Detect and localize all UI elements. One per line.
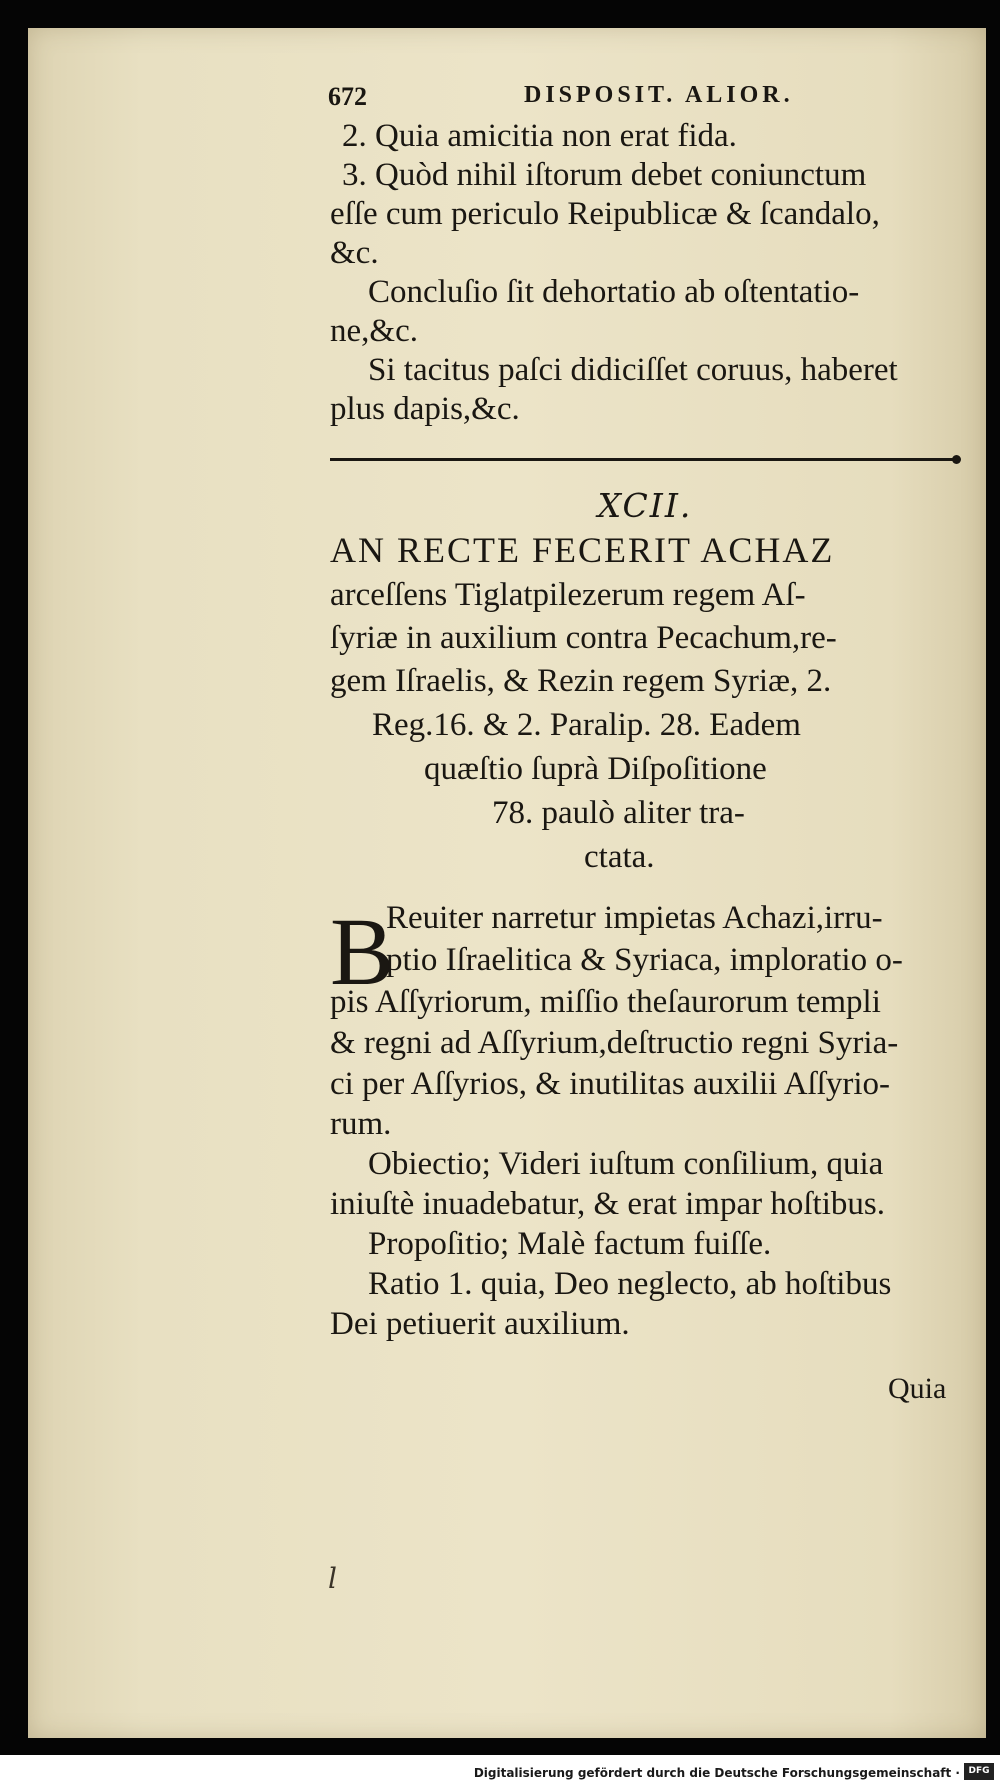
text-line: Si tacitus paſci didiciſſet coruus, haberet (368, 352, 898, 388)
text-line: 3. Quòd nihil iſtorum debet coniunctum (342, 157, 867, 193)
digitization-footer (0, 1758, 1000, 1788)
page-header (328, 82, 968, 112)
title-line: gem Iſraelis, & Rezin regem Syriæ, 2. (330, 663, 832, 699)
text-line: 2. Quia amicitia non erat fida. (342, 118, 737, 154)
text-line: eſſe cum periculo Reipublicæ & ſcandalo, (330, 196, 880, 232)
catchword: Quia (888, 1372, 947, 1405)
running-head: DISPOSIT. ALIOR. (524, 82, 794, 108)
page-number: 672 (328, 82, 367, 111)
stray-mark: l (328, 1562, 337, 1595)
footer-credit: Digitalisierung gefördert durch die Deutsche Forschungsgemeinschaft · (473, 1766, 960, 1780)
title-line: 78. paulò aliter tra- (492, 795, 745, 831)
body-line: Dei petiuerit auxilium. (330, 1306, 630, 1342)
body-line: & regni ad Aſſyrium,deſtructio regni Syria- (330, 1025, 899, 1061)
body-line: Reuiter narretur impietas Achazi,irru- (386, 900, 883, 936)
section-divider (330, 458, 957, 461)
body-line: rum. (330, 1106, 392, 1142)
body-line: Ratio 1. quia, Deo neglecto, ab hoſtibus (368, 1266, 892, 1302)
body-line: ci per Aſſyrios, & inutilitas auxilii Aſſyrio- (330, 1066, 891, 1102)
text-line: plus dapis,&c. (330, 391, 520, 427)
body-line: Obiectio; Videri iuſtum conſilium, quia (368, 1146, 884, 1182)
title-line: arceſſens Tiglatpilezerum regem Aſ- (330, 577, 806, 613)
body-line: Propoſitio; Malè factum fuiſſe. (368, 1226, 772, 1262)
body-line: ptio Iſraelitica & Syriaca, imploratio o- (386, 942, 903, 978)
title-line: AN RECTE FECERIT ACHAZ (330, 530, 835, 570)
text-line: Concluſio ſit dehortatio ab oſtentatio- (368, 274, 860, 310)
title-line: ctata. (584, 839, 655, 875)
title-line: Reg.16. & 2. Paralip. 28. Eadem (372, 707, 801, 743)
body-line: pis Aſſyriorum, miſſio theſaurorum templi (330, 984, 881, 1020)
section-number: XCII. (597, 486, 693, 525)
body-line: iniuſtè inuadebatur, & erat impar hoſtibus. (330, 1186, 885, 1222)
text-line: &c. (330, 235, 379, 271)
drop-cap: B (330, 898, 395, 1005)
title-line: ſyriæ in auxilium contra Pecachum,re- (330, 620, 837, 656)
text-line: ne,&c. (330, 313, 418, 349)
title-line: quæſtio ſuprà Diſpoſitione (424, 751, 767, 787)
dfg-logo-icon: DFG (964, 1763, 994, 1780)
